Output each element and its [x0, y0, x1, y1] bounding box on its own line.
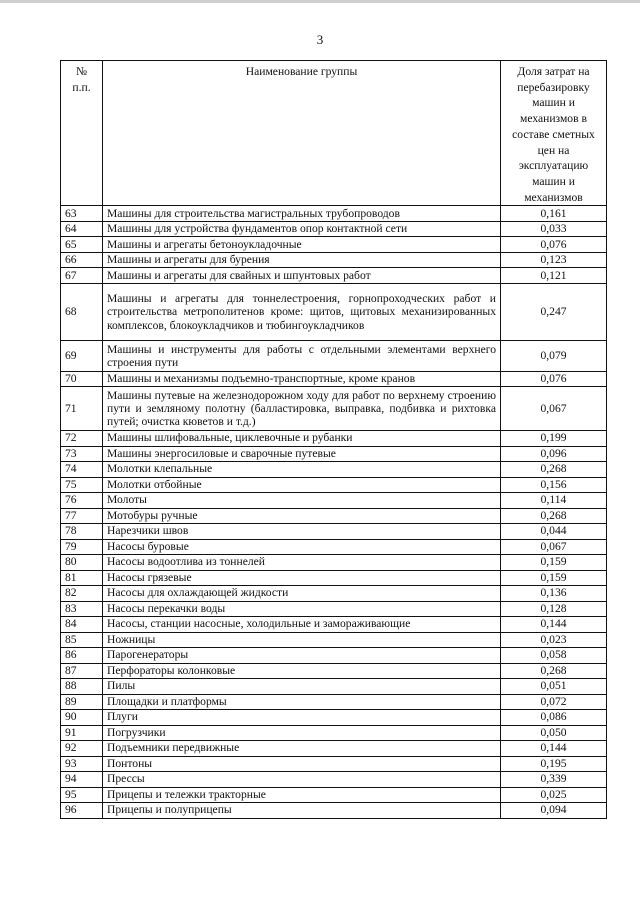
- row-number: 70: [61, 371, 103, 387]
- group-name: Насосы грязевые: [103, 570, 501, 586]
- table-row: [61, 341, 607, 372]
- group-name: Насосы перекачки воды: [103, 601, 501, 617]
- table-row: [61, 283, 607, 340]
- table-header-row: [61, 61, 607, 206]
- table-row: [61, 617, 607, 633]
- table-row: [61, 679, 607, 695]
- table-row: [61, 462, 607, 478]
- row-number: 68: [61, 283, 103, 340]
- row-number: 90: [61, 710, 103, 726]
- group-name: Машины и агрегаты для тоннелестроения, горнопроходческих работ и строительства метрополитенов кроме: щитов, щитовых механизированных комплексов, блокоукладчиков и тюбингоукладчиков: [103, 283, 501, 340]
- table-row: [61, 787, 607, 803]
- table-row: [61, 694, 607, 710]
- group-name: Прицепы и полуприцепы: [103, 803, 501, 819]
- table-row: [61, 387, 607, 431]
- table-row: [61, 663, 607, 679]
- group-name: Насосы буровые: [103, 539, 501, 555]
- group-name: Подъемники передвижные: [103, 741, 501, 757]
- table-row: [61, 371, 607, 387]
- cost-share-value: 0,247: [501, 283, 607, 340]
- cost-share-value: 0,079: [501, 341, 607, 372]
- table-row: [61, 756, 607, 772]
- group-name: Машины шлифовальные, циклевочные и рубанки: [103, 431, 501, 447]
- cost-share-value: 0,268: [501, 663, 607, 679]
- row-number: 92: [61, 741, 103, 757]
- table-row: [61, 803, 607, 819]
- group-name: Насосы водоотлива из тоннелей: [103, 555, 501, 571]
- table-row: [61, 725, 607, 741]
- row-number: 87: [61, 663, 103, 679]
- header-cost-share: Доля затрат на перебазировку машин и механизмов в составе сметных цен на эксплуатацию машин и механизмов: [501, 61, 607, 206]
- table-row: [61, 524, 607, 540]
- table-row: [61, 493, 607, 509]
- group-name: Прессы: [103, 772, 501, 788]
- row-number: 82: [61, 586, 103, 602]
- group-name: Молотки клепальные: [103, 462, 501, 478]
- table-row: [61, 252, 607, 268]
- group-name: Машины для устройства фундаментов опор контактной сети: [103, 221, 501, 237]
- row-number: 72: [61, 431, 103, 447]
- row-number: 85: [61, 632, 103, 648]
- table-row: [61, 446, 607, 462]
- row-number: 71: [61, 387, 103, 431]
- group-name: Плуги: [103, 710, 501, 726]
- group-name: Пилы: [103, 679, 501, 695]
- row-number: 77: [61, 508, 103, 524]
- row-number: 83: [61, 601, 103, 617]
- row-number: 76: [61, 493, 103, 509]
- group-name: Мотобуры ручные: [103, 508, 501, 524]
- table-row: [61, 570, 607, 586]
- group-name: Молотки отбойные: [103, 477, 501, 493]
- cost-share-value: 0,025: [501, 787, 607, 803]
- row-number: 89: [61, 694, 103, 710]
- page-number: 3: [316, 32, 324, 47]
- top-edge-line: [0, 0, 640, 3]
- row-number: 67: [61, 268, 103, 284]
- cost-share-value: 0,094: [501, 803, 607, 819]
- row-number: 81: [61, 570, 103, 586]
- cost-share-value: 0,033: [501, 221, 607, 237]
- table-row: [61, 772, 607, 788]
- table-row: [61, 648, 607, 664]
- cost-share-value: 0,096: [501, 446, 607, 462]
- table-row: [61, 477, 607, 493]
- group-name: Понтоны: [103, 756, 501, 772]
- group-name: Насосы, станции насосные, холодильные и замораживающие: [103, 617, 501, 633]
- row-number: 79: [61, 539, 103, 555]
- table-row: [61, 632, 607, 648]
- group-name: Машины и механизмы подъемно-транспортные, кроме кранов: [103, 371, 501, 387]
- cost-share-value: 0,128: [501, 601, 607, 617]
- cost-share-value: 0,195: [501, 756, 607, 772]
- cost-share-value: 0,076: [501, 237, 607, 253]
- group-name: Площадки и платформы: [103, 694, 501, 710]
- table-row: [61, 555, 607, 571]
- table-row: [61, 237, 607, 253]
- row-number: 84: [61, 617, 103, 633]
- header-group-name: Наименование группы: [103, 61, 501, 206]
- cost-share-value: 0,076: [501, 371, 607, 387]
- cost-share-value: 0,044: [501, 524, 607, 540]
- table-row: [61, 221, 607, 237]
- cost-share-value: 0,144: [501, 617, 607, 633]
- group-name: Нарезчики швов: [103, 524, 501, 540]
- row-number: 94: [61, 772, 103, 788]
- cost-share-table: [60, 60, 607, 819]
- row-number: 69: [61, 341, 103, 372]
- cost-share-value: 0,023: [501, 632, 607, 648]
- row-number: 74: [61, 462, 103, 478]
- group-name: Прицепы и тележки тракторные: [103, 787, 501, 803]
- cost-share-value: 0,086: [501, 710, 607, 726]
- cost-share-value: 0,156: [501, 477, 607, 493]
- cost-share-value: 0,114: [501, 493, 607, 509]
- group-name: Парогенераторы: [103, 648, 501, 664]
- header-number: № п.п.: [61, 61, 103, 206]
- cost-share-value: 0,136: [501, 586, 607, 602]
- cost-share-value: 0,199: [501, 431, 607, 447]
- cost-share-value: 0,050: [501, 725, 607, 741]
- cost-share-value: 0,058: [501, 648, 607, 664]
- row-number: 86: [61, 648, 103, 664]
- table-row: [61, 741, 607, 757]
- table-row: [61, 586, 607, 602]
- group-name: Перфораторы колонковые: [103, 663, 501, 679]
- group-name: Ножницы: [103, 632, 501, 648]
- table-row: [61, 601, 607, 617]
- group-name: Машины и агрегаты бетоноукладочные: [103, 237, 501, 253]
- table-row: [61, 268, 607, 284]
- row-number: 88: [61, 679, 103, 695]
- group-name: Погрузчики: [103, 725, 501, 741]
- cost-share-value: 0,051: [501, 679, 607, 695]
- table-row: [61, 710, 607, 726]
- row-number: 78: [61, 524, 103, 540]
- cost-share-value: 0,067: [501, 539, 607, 555]
- cost-share-value: 0,268: [501, 508, 607, 524]
- cost-share-value: 0,161: [501, 206, 607, 222]
- group-name: Машины и агрегаты для свайных и шпунтовых работ: [103, 268, 501, 284]
- table-body: [61, 206, 607, 818]
- row-number: 93: [61, 756, 103, 772]
- group-name: Насосы для охлаждающей жидкости: [103, 586, 501, 602]
- row-number: 75: [61, 477, 103, 493]
- row-number: 65: [61, 237, 103, 253]
- cost-share-value: 0,159: [501, 570, 607, 586]
- group-name: Машины путевые на железнодорожном ходу для работ по верхнему строению пути и земляному полотну (балластировка, выправка, подбивка и рихтовка путей; очистка кюветов и т.д.): [103, 387, 501, 431]
- row-number: 96: [61, 803, 103, 819]
- row-number: 95: [61, 787, 103, 803]
- row-number: 91: [61, 725, 103, 741]
- cost-share-value: 0,072: [501, 694, 607, 710]
- cost-share-value: 0,339: [501, 772, 607, 788]
- row-number: 64: [61, 221, 103, 237]
- group-name: Машины и агрегаты для бурения: [103, 252, 501, 268]
- group-name: Машины для строительства магистральных трубопроводов: [103, 206, 501, 222]
- group-name: Машины энергосиловые и сварочные путевые: [103, 446, 501, 462]
- row-number: 73: [61, 446, 103, 462]
- row-number: 63: [61, 206, 103, 222]
- cost-share-value: 0,159: [501, 555, 607, 571]
- cost-share-value: 0,121: [501, 268, 607, 284]
- table-row: [61, 431, 607, 447]
- table-row: [61, 206, 607, 222]
- group-name: Молоты: [103, 493, 501, 509]
- cost-share-value: 0,123: [501, 252, 607, 268]
- group-name: Машины и инструменты для работы с отдельными элементами верхнего строения пути: [103, 341, 501, 372]
- row-number: 80: [61, 555, 103, 571]
- cost-share-value: 0,268: [501, 462, 607, 478]
- cost-share-value: 0,067: [501, 387, 607, 431]
- table-row: [61, 539, 607, 555]
- table-row: [61, 508, 607, 524]
- cost-share-value: 0,144: [501, 741, 607, 757]
- row-number: 66: [61, 252, 103, 268]
